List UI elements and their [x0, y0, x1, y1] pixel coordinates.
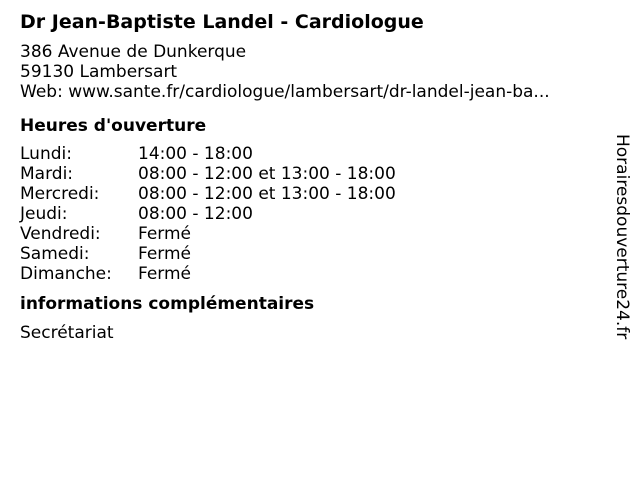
opening-hours-heading: Heures d'ouverture — [20, 116, 207, 136]
address-street: 386 Avenue de Dunkerque — [20, 42, 247, 62]
day-label: Mardi: — [20, 164, 74, 184]
hours-row-monday — [20, 144, 600, 164]
additional-info-text: Secrétariat — [20, 323, 114, 343]
address-block — [20, 42, 600, 102]
day-label: Vendredi: — [20, 224, 101, 244]
day-label: Samedi: — [20, 244, 90, 264]
hours-row-thursday — [20, 204, 600, 224]
time-value: Fermé — [138, 244, 192, 264]
hours-row-wednesday — [20, 184, 600, 204]
time-value: Fermé — [138, 224, 192, 244]
brand-watermark — [612, 134, 634, 344]
opening-hours-table — [20, 144, 600, 284]
business-card — [20, 10, 600, 343]
address-city: 59130 Lambersart — [20, 62, 178, 82]
hours-row-saturday — [20, 244, 600, 264]
brand-text: Horairesdouverture24.fr — [612, 134, 632, 340]
time-value: 08:00 - 12:00 — [138, 204, 253, 224]
website-link[interactable]: Web: www.sante.fr/cardiologue/lambersart/dr-landel-jean-ba... — [20, 82, 550, 102]
day-label: Mercredi: — [20, 184, 100, 204]
day-label: Dimanche: — [20, 264, 112, 284]
hours-row-tuesday — [20, 164, 600, 184]
time-value: Fermé — [138, 264, 192, 284]
hours-row-friday — [20, 224, 600, 244]
day-label: Jeudi: — [20, 204, 68, 224]
time-value: 08:00 - 12:00 et 13:00 - 18:00 — [138, 164, 396, 184]
additional-info-heading: informations complémentaires — [20, 294, 315, 314]
day-label: Lundi: — [20, 144, 72, 164]
time-value: 14:00 - 18:00 — [138, 144, 253, 164]
hours-row-sunday — [20, 264, 600, 284]
page-title: Dr Jean-Baptiste Landel - Cardiologue — [20, 11, 424, 33]
time-value: 08:00 - 12:00 et 13:00 - 18:00 — [138, 184, 396, 204]
